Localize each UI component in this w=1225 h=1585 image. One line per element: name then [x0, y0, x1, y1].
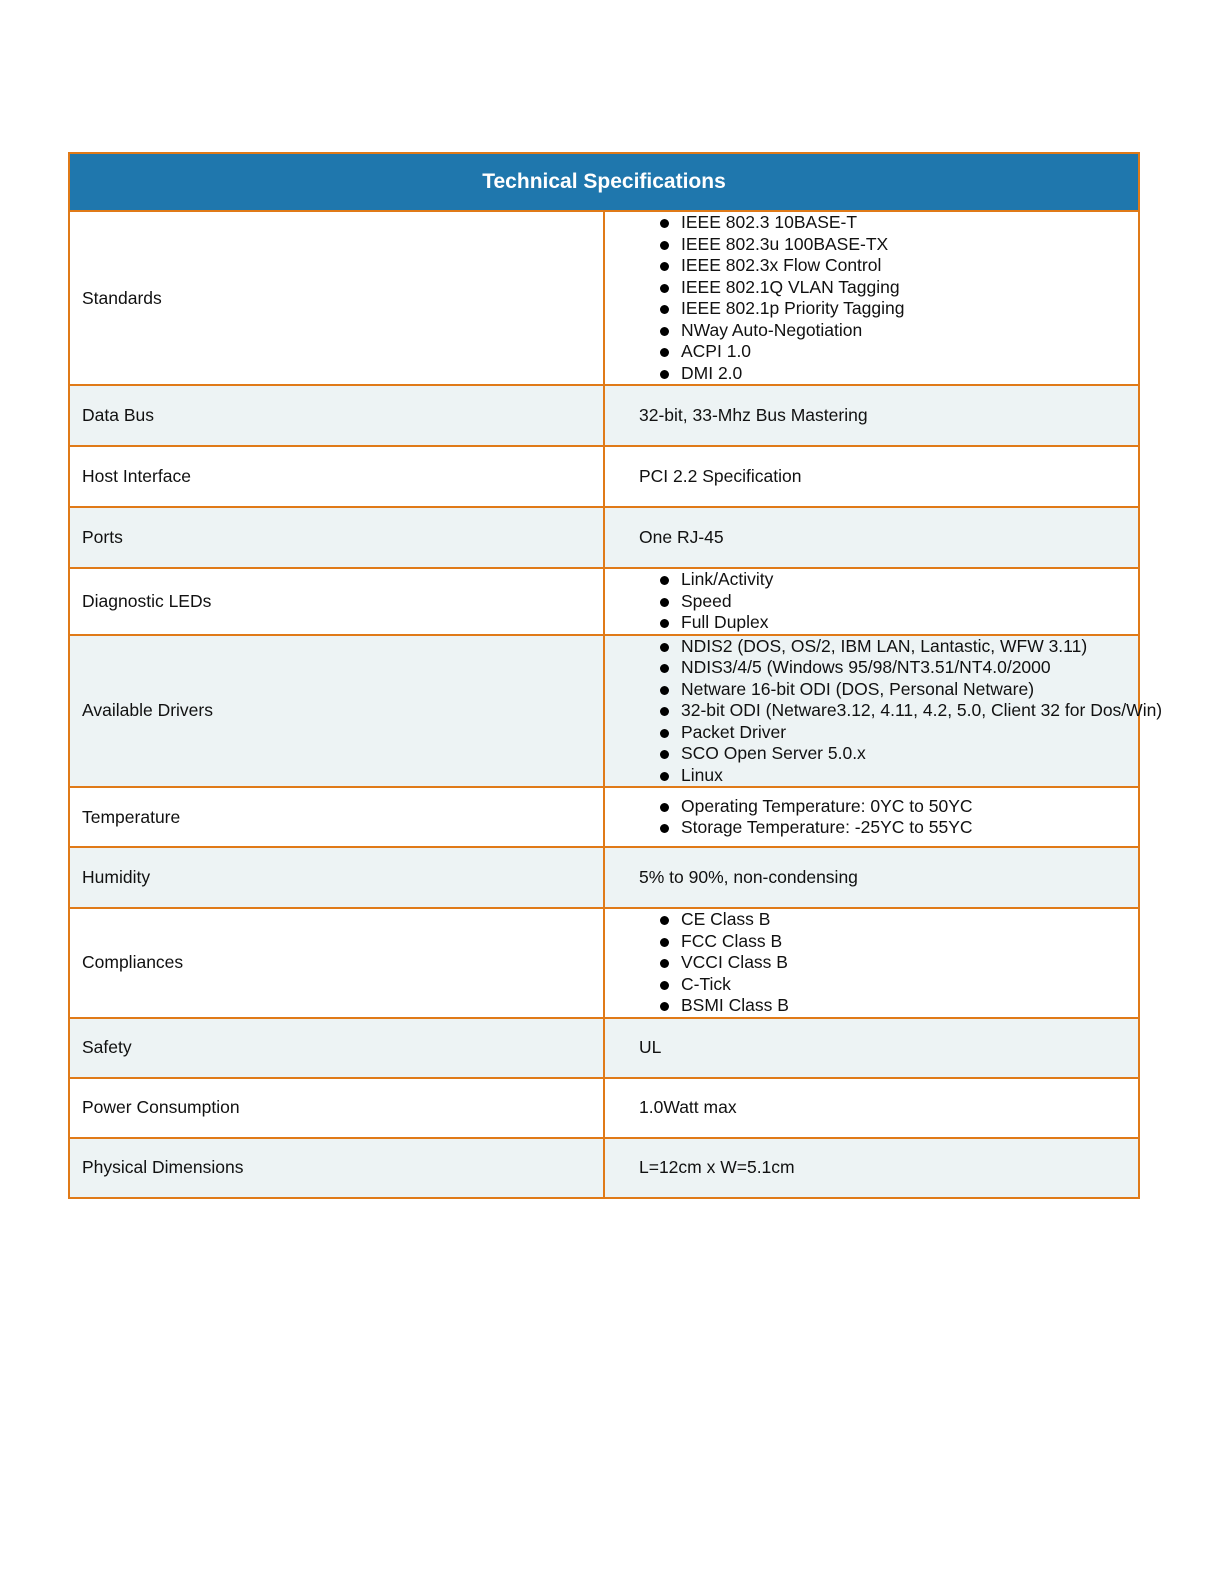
list-item: C-Tick	[657, 974, 1138, 996]
row-label: Humidity	[69, 847, 604, 908]
list-item: Link/Activity	[657, 569, 1138, 591]
list-item: CE Class B	[657, 909, 1138, 931]
row-label: Host Interface	[69, 446, 604, 507]
table-row	[69, 635, 1139, 788]
list-item: Full Duplex	[657, 612, 1138, 634]
row-value: UL	[604, 1018, 1139, 1078]
row-label: Power Consumption	[69, 1078, 604, 1138]
row-label: Physical Dimensions	[69, 1138, 604, 1198]
spec-table	[68, 152, 1163, 1199]
bullet-list	[657, 796, 1138, 839]
row-value: 32-bit, 33-Mhz Bus Mastering	[604, 385, 1139, 446]
table-row	[69, 787, 1139, 847]
list-item: IEEE 802.1Q VLAN Tagging	[657, 277, 1138, 299]
list-item: NWay Auto-Negotiation	[657, 320, 1138, 342]
row-label: Temperature	[69, 787, 604, 847]
table-row	[69, 211, 1139, 385]
list-item: SCO Open Server 5.0.x	[657, 743, 1138, 765]
list-item: DMI 2.0	[657, 363, 1138, 385]
row-label: Safety	[69, 1018, 604, 1078]
row-value: 5% to 90%, non-condensing	[604, 847, 1139, 908]
list-item: 32-bit ODI (Netware3.12, 4.11, 4.2, 5.0, Client 32 for Dos/Win)	[657, 700, 1138, 722]
list-item: ACPI 1.0	[657, 341, 1138, 363]
row-label: Compliances	[69, 908, 604, 1018]
list-item: FCC Class B	[657, 931, 1138, 953]
table-row	[69, 1138, 1139, 1198]
list-item: IEEE 802.3 10BASE-T	[657, 212, 1138, 234]
list-item: IEEE 802.3x Flow Control	[657, 255, 1138, 277]
list-item: IEEE 802.1p Priority Tagging	[657, 298, 1138, 320]
bullet-list	[657, 909, 1138, 1017]
bullet-list	[657, 212, 1138, 384]
table-row	[69, 1078, 1139, 1138]
list-item: Speed	[657, 591, 1138, 613]
list-item: VCCI Class B	[657, 952, 1138, 974]
bullet-list	[657, 569, 1138, 634]
row-value: L=12cm x W=5.1cm	[604, 1138, 1139, 1198]
list-item: Packet Driver	[657, 722, 1138, 744]
table-header-row	[69, 153, 1139, 211]
row-label: Available Drivers	[69, 635, 604, 788]
row-label: Ports	[69, 507, 604, 568]
list-item: IEEE 802.3u 100BASE-TX	[657, 234, 1138, 256]
list-item: NDIS2 (DOS, OS/2, IBM LAN, Lantastic, WFW 3.11)	[657, 636, 1138, 658]
row-value: 1.0Watt max	[604, 1078, 1139, 1138]
row-value	[604, 787, 1139, 847]
list-item: Linux	[657, 765, 1138, 787]
table-row	[69, 385, 1139, 446]
row-label: Diagnostic LEDs	[69, 568, 604, 635]
table-title: Technical Specifications	[69, 153, 1139, 211]
list-item: Netware 16-bit ODI (DOS, Personal Netware)	[657, 679, 1138, 701]
row-value	[604, 568, 1139, 635]
list-item: Storage Temperature: -25YC to 55YC	[657, 817, 1138, 839]
row-value	[604, 211, 1139, 385]
list-item: BSMI Class B	[657, 995, 1138, 1017]
table-row	[69, 568, 1139, 635]
row-value: One RJ-45	[604, 507, 1139, 568]
row-value	[604, 908, 1139, 1018]
table-row	[69, 847, 1139, 908]
table-row	[69, 446, 1139, 507]
row-label: Standards	[69, 211, 604, 385]
list-item: NDIS3/4/5 (Windows 95/98/NT3.51/NT4.0/2000	[657, 657, 1138, 679]
row-value	[604, 635, 1163, 788]
table-row	[69, 507, 1139, 568]
bullet-list	[657, 635, 1163, 787]
row-value: PCI 2.2 Specification	[604, 446, 1139, 507]
table-row	[69, 1018, 1139, 1078]
row-label: Data Bus	[69, 385, 604, 446]
list-item: Operating Temperature: 0YC to 50YC	[657, 796, 1138, 818]
table-row	[69, 908, 1139, 1018]
